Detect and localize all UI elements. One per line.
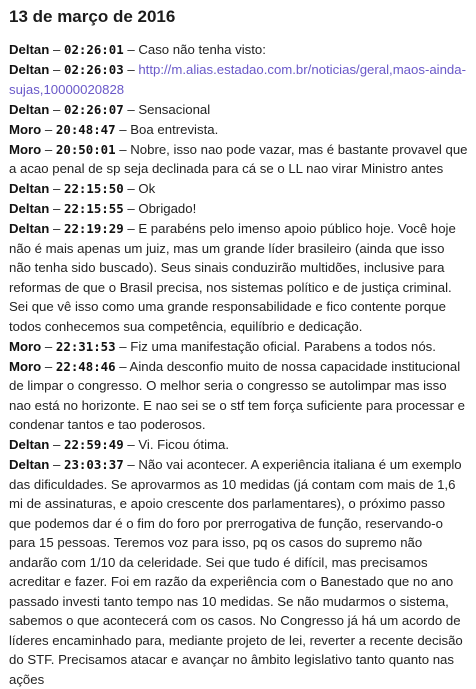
message-text: E parabéns pelo imenso apoio público hoje. Você hoje não é mais apenas um juiz, mas um grande líder brasileiro (ainda que isso não tenha sido buscado). Seus sinais conduzirão multidões, inclusive para reformas de que o Brasil precisa, nos sistemas político e de justiça criminal. Sei que vê isso como uma grande responsabilidade e fico contente porque todos conhecemos sua competência, equilíbrio e dedicação. xyxy=(9,221,456,334)
message-timestamp: 22:31:53 xyxy=(55,338,116,354)
message-text: Fiz uma manifestação oficial. Parabens a todos nós. xyxy=(130,338,436,354)
message-text: Obrigado! xyxy=(138,201,197,216)
message-row: Moro – 22:31:53 – Fiz uma manifestação oficial. Parabens a todos nós. xyxy=(9,338,436,354)
message-timestamp: 22:15:55 xyxy=(63,201,124,216)
message-speaker: Deltan xyxy=(9,101,50,117)
message-timestamp: 02:26:07 xyxy=(63,101,124,117)
message-row: Deltan – 02:26:01 – Caso não tenha visto: xyxy=(9,42,266,57)
message-text: Não vai acontecer. A experiência italiana é um exemplo das dificuldades. Se aprovarmos as 10 medidas (já contam com mais de 1,6 mi de assinaturas, e apoio crescente dos parlamentares), o próximo passo que podemos dar é o fim do foro por prerrogativa de função, reservando-o para 15 pessoas. Teremos voz para isso, pq os casos do supremo não andarão com 1/10 da celeridade. Sei que tudo é difícil, mas precisamos acreditar e fazer. Foi em razão da experiência com o Banestado que no ano passado investi tanto tempo nas 10 medidas. Se não mudarmos o sistema, sabemos o que acontecerá com os casos. No Congresso já há um acordo de líderes encaminhado para, mediante projeto de lei, reverter a recente decisão do STF. Precisamos atacar e avançar no âmbito legislativo tanto quanto nas ações xyxy=(9,457,463,687)
message-speaker: Deltan xyxy=(9,457,50,472)
message-timestamp: 20:50:01 xyxy=(55,141,116,157)
message-row: Deltan – 02:26:07 – Sensacional xyxy=(9,101,211,117)
message-speaker: Deltan xyxy=(9,437,50,452)
message-row: Deltan – 22:15:55 – Obrigado! xyxy=(9,201,197,216)
message-timestamp: 22:15:50 xyxy=(63,181,124,196)
message-speaker: Deltan xyxy=(9,221,50,236)
message-speaker: Deltan xyxy=(9,62,50,77)
message-text: Caso não tenha visto: xyxy=(138,42,266,57)
message-speaker: Moro xyxy=(9,338,42,354)
message-speaker: Moro xyxy=(9,141,42,157)
message-timestamp: 22:59:49 xyxy=(63,437,124,452)
message-speaker: Moro xyxy=(9,121,42,137)
message-text: Ok xyxy=(138,181,156,196)
message-row: Deltan – 02:26:03 – http://m.alias.estadao.com.br/noticias/geral,maos-ainda-sujas,10000020828 xyxy=(9,62,466,97)
message-text: Vi. Ficou ótima. xyxy=(138,437,229,452)
message-speaker: Moro xyxy=(9,358,42,374)
message-row: Deltan – 22:15:50 – Ok xyxy=(9,181,156,196)
message-row: Deltan – 23:03:37 – Não vai acontecer. A experiência italiana é um exemplo das dificuldades. Se aprovarmos as 10 medidas (já contam com mais de 1,6 mi de assinaturas, e apoio crescente dos parlamentares), o próximo passo que podemos dar é o fim do foro por prerrogativa de função, reservando-o para 15 pessoas. Teremos voz para isso, pq os casos do supremo não andarão com 1/10 da celeridade. Sei que tudo é difícil, mas precisamos acreditar e fazer. Foi em razão da experiência com o Banestado que no ano passado investi tanto tempo nas 10 medidas. Se não mudarmos o sistema, sabemos o que acontecerá com os casos. No Congresso já há um acordo de líderes encaminhado para, mediante projeto de lei, reverter a recente decisão do STF. Precisamos atacar e avançar no âmbito legislativo tanto quanto nas ações xyxy=(9,457,463,687)
message-timestamp: 02:26:03 xyxy=(63,62,124,77)
message-row: Moro – 20:50:01 – Nobre, isso nao pode vazar, mas é bastante provavel que a acao penal de sp seja declinada para cá se o LL nao virar Ministro antes xyxy=(9,141,468,176)
message-text: Ainda desconfio muito de nossa capacidade institucional de limpar o congresso. O melhor seria o congresso se autolimpar mas isso nao está no horizonte. E nao sei se o stf tem força suficiente para processar e condenar tantos e tao poderosos. xyxy=(9,358,465,432)
message-timestamp: 22:48:46 xyxy=(55,358,116,374)
message-row: Deltan – 22:59:49 – Vi. Ficou ótima. xyxy=(9,437,229,452)
message-row: Moro – 20:48:47 – Boa entrevista. xyxy=(9,121,219,137)
message-text: Sensacional xyxy=(138,101,211,117)
date-heading: 13 de março de 2016 xyxy=(9,7,176,26)
message-timestamp: 22:19:29 xyxy=(63,221,124,236)
message-speaker: Deltan xyxy=(9,181,50,196)
message-timestamp: 20:48:47 xyxy=(55,121,116,137)
message-link[interactable]: http://m.alias.estadao.com.br/noticias/geral,maos-ainda-sujas,10000020828 xyxy=(9,62,466,97)
message-timestamp: 23:03:37 xyxy=(63,457,124,472)
message-row: Deltan – 22:19:29 – E parabéns pelo imenso apoio público hoje. Você hoje não é mais apenas um juiz, mas um grande líder brasileiro (ainda que isso não tenha sido buscado). Seus sinais conduzirão multidões, inclusive para reformas de que o Brasil precisa, nos sistemas político e de justiça criminal. Sei que vê isso como uma grande responsabilidade e fico contente porque todos conhecemos sua competência, equilíbrio e dedicação. xyxy=(9,221,456,334)
message-text: Boa entrevista. xyxy=(130,121,219,137)
message-timestamp: 02:26:01 xyxy=(63,42,124,57)
message-log xyxy=(9,40,468,689)
message-speaker: Deltan xyxy=(9,42,50,57)
message-row: Moro – 22:48:46 – Ainda desconfio muito de nossa capacidade institucional de limpar o congresso. O melhor seria o congresso se autolimpar mas isso nao está no horizonte. E nao sei se o stf tem força suficiente para processar e condenar tantos e tao poderosos. xyxy=(9,358,465,432)
message-speaker: Deltan xyxy=(9,201,50,216)
message-text: Nobre, isso nao pode vazar, mas é bastante provavel que a acao penal de sp seja declinada para cá se o LL nao virar Ministro antes xyxy=(9,141,468,176)
